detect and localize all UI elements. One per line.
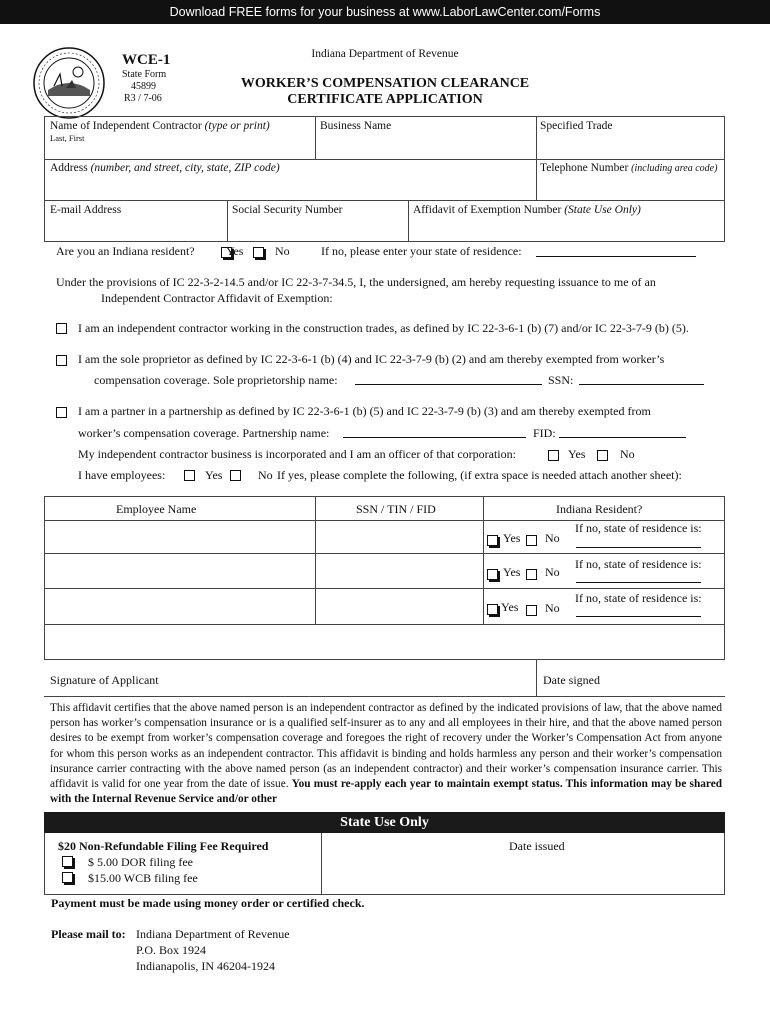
wcb-fee-checkbox[interactable] bbox=[62, 872, 73, 883]
fid-input[interactable] bbox=[559, 427, 686, 438]
provisions-line-1: Under the provisions of IC 22-3-2-14.5 and/or IC 22-3-7-34.5, I, the undersigned, am hereby requesting issuance to me of an bbox=[56, 275, 656, 289]
employees-no-checkbox[interactable] bbox=[230, 470, 241, 481]
construction-trade-label: I am an independent contractor working in the construction trades, as defined by IC 22-3-6-1 (b) (7) and/or IC 22-3-7-9 (b) (5). bbox=[78, 321, 689, 335]
corporation-yes-checkbox[interactable] bbox=[548, 450, 559, 461]
sole-proprietor-ssn-input[interactable] bbox=[579, 374, 704, 385]
row1-yes-checkbox[interactable] bbox=[487, 535, 498, 546]
provisions-line-2: Independent Contractor Affidavit of Exemption: bbox=[101, 291, 333, 305]
download-banner[interactable]: Download FREE forms for your business at www.LaborLawCenter.com/Forms bbox=[0, 0, 770, 24]
title-line-1: WORKER’S COMPENSATION CLEARANCE bbox=[240, 76, 530, 91]
corporation-yes-label: Yes bbox=[568, 447, 586, 461]
address-field[interactable]: Address (number, and street, city, state, ZIP code) bbox=[50, 162, 280, 174]
row2-state-input[interactable] bbox=[576, 572, 701, 583]
resident-state-prompt: If no, please enter your state of residence: bbox=[321, 244, 522, 258]
resident-no-checkbox[interactable] bbox=[253, 247, 264, 258]
contractor-name-sub: Last, First bbox=[50, 133, 85, 143]
partner-checkbox[interactable] bbox=[56, 407, 67, 418]
page-title bbox=[0, 76, 770, 108]
affidavit-number-field[interactable]: Affidavit of Exemption Number (State Use Only) bbox=[413, 204, 641, 216]
row1-state-label: If no, state of residence is: bbox=[575, 521, 702, 535]
row3-state-label: If no, state of residence is: bbox=[575, 591, 702, 605]
telephone-field[interactable]: Telephone Number (including area code) bbox=[540, 162, 718, 174]
employees-yes-checkbox[interactable] bbox=[184, 470, 195, 481]
date-issued-field[interactable]: Date issued bbox=[509, 839, 565, 853]
resident-yes-label: Yes bbox=[226, 244, 244, 258]
employees-yes-label: Yes bbox=[205, 468, 223, 482]
employees-note: If yes, please complete the following, (if extra space is needed attach another sheet): bbox=[277, 468, 682, 482]
fid-label: FID: bbox=[533, 426, 556, 440]
state-form-label: State Form bbox=[122, 69, 167, 80]
title-line-2: CERTIFICATE APPLICATION bbox=[287, 92, 483, 107]
row3-yes-checkbox[interactable] bbox=[487, 604, 498, 615]
dor-fee-label: $ 5.00 DOR filing fee bbox=[88, 855, 193, 869]
row1-state-input[interactable] bbox=[576, 537, 701, 548]
sole-proprietor-ssn-label: SSN: bbox=[548, 373, 574, 387]
form-number: 45899 bbox=[131, 81, 156, 92]
partner-label: I am a partner in a partnership as defined by IC 22-3-6-1 (b) (5) and IC 22-3-7-9 (b) (3) and am thereby exempted from bbox=[78, 404, 651, 418]
sole-proprietor-checkbox[interactable] bbox=[56, 355, 67, 366]
affidavit-text: This affidavit certifies that the above named person is an independent contractor as defined by the indicated provisions of law, that the above named person has worker’s compensation insurance or is a qualified self-insurer as to any and all employees in their hire, and that the above named person desires to be exempt from worker’s compensation coverage and foregoes the right of recovery under the Worker’s Compensation Act from anyone for whom this person works as an independent contractor. This affidavit is binding and holds harmless any person and their worker’s compensation insurance carrier contracting with the above named person (as an independent contractor) and their worker’s compensation insurance carrier. This affidavit is valid for one year from the date of issue. You must re-apply each year to maintain exempt status. This information may be shared with the Internal Revenue Service and/or other bbox=[50, 702, 722, 806]
department-name: Indiana Department of Revenue bbox=[311, 48, 459, 60]
employees-question: I have employees: bbox=[78, 468, 166, 482]
ssn-field[interactable]: Social Security Number bbox=[232, 204, 343, 216]
date-signed-field[interactable]: Date signed bbox=[543, 673, 600, 687]
form-code: WCE-1 bbox=[122, 52, 171, 68]
form-revision: R3 / 7-06 bbox=[124, 93, 162, 104]
row3-no-checkbox[interactable] bbox=[526, 605, 537, 616]
construction-trade-checkbox[interactable] bbox=[56, 323, 67, 334]
ssn-tin-fid-header: SSN / TIN / FID bbox=[356, 502, 436, 516]
dor-fee-checkbox[interactable] bbox=[62, 856, 73, 867]
sole-proprietor-label: I am the sole proprietor as defined by IC 22-3-6-1 (b) (4) and IC 22-3-7-9 (b) (2) and am thereby exempted from worker’s bbox=[78, 352, 665, 366]
employees-no-label: No bbox=[258, 468, 273, 482]
resident-state-input[interactable] bbox=[536, 246, 696, 257]
business-name-field[interactable]: Business Name bbox=[320, 120, 392, 132]
corporation-no-label: No bbox=[620, 447, 635, 461]
row3-state-input[interactable] bbox=[576, 606, 701, 617]
partnership-name-label: worker’s compensation coverage. Partnership name: bbox=[78, 426, 330, 440]
contractor-name-field[interactable]: Name of Independent Contractor (type or print) bbox=[50, 120, 270, 132]
corporation-question: My independent contractor business is incorporated and I am an officer of that corporation: bbox=[78, 447, 516, 461]
resident-no-label: No bbox=[275, 244, 290, 258]
row3-yes-label: Yes bbox=[501, 600, 519, 614]
payment-note: Payment must be made using money order or certified check. bbox=[51, 896, 365, 910]
email-field[interactable]: E-mail Address bbox=[50, 204, 122, 216]
partnership-name-input[interactable] bbox=[343, 427, 526, 438]
row2-no-label: No bbox=[545, 565, 560, 579]
row2-yes-label: Yes bbox=[503, 565, 521, 579]
mail-line-3: Indianapolis, IN 46204-1924 bbox=[136, 959, 275, 973]
row1-yes-label: Yes bbox=[503, 531, 521, 545]
row3-no-label: No bbox=[545, 601, 560, 615]
signature-field[interactable]: Signature of Applicant bbox=[50, 673, 159, 687]
wcb-fee-label: $15.00 WCB filing fee bbox=[88, 871, 198, 885]
mail-label: Please mail to: bbox=[51, 927, 126, 941]
employee-name-header: Employee Name bbox=[116, 502, 197, 516]
specified-trade-field[interactable]: Specified Trade bbox=[540, 120, 613, 132]
filing-fee-title: $20 Non-Refundable Filing Fee Required bbox=[58, 839, 269, 853]
mail-line-1: Indiana Department of Revenue bbox=[136, 927, 290, 941]
row1-no-checkbox[interactable] bbox=[526, 535, 537, 546]
sole-proprietor-name-label: compensation coverage. Sole proprietorship name: bbox=[94, 373, 338, 387]
row2-yes-checkbox[interactable] bbox=[487, 569, 498, 580]
row2-no-checkbox[interactable] bbox=[526, 569, 537, 580]
resident-question: Are you an Indiana resident? bbox=[56, 244, 195, 258]
indiana-resident-header: Indiana Resident? bbox=[556, 502, 643, 516]
row2-state-label: If no, state of residence is: bbox=[575, 557, 702, 571]
state-use-header: State Use Only bbox=[44, 812, 725, 833]
row1-no-label: No bbox=[545, 531, 560, 545]
corporation-no-checkbox[interactable] bbox=[597, 450, 608, 461]
sole-proprietor-name-input[interactable] bbox=[355, 374, 542, 385]
mail-line-2: P.O. Box 1924 bbox=[136, 943, 207, 957]
